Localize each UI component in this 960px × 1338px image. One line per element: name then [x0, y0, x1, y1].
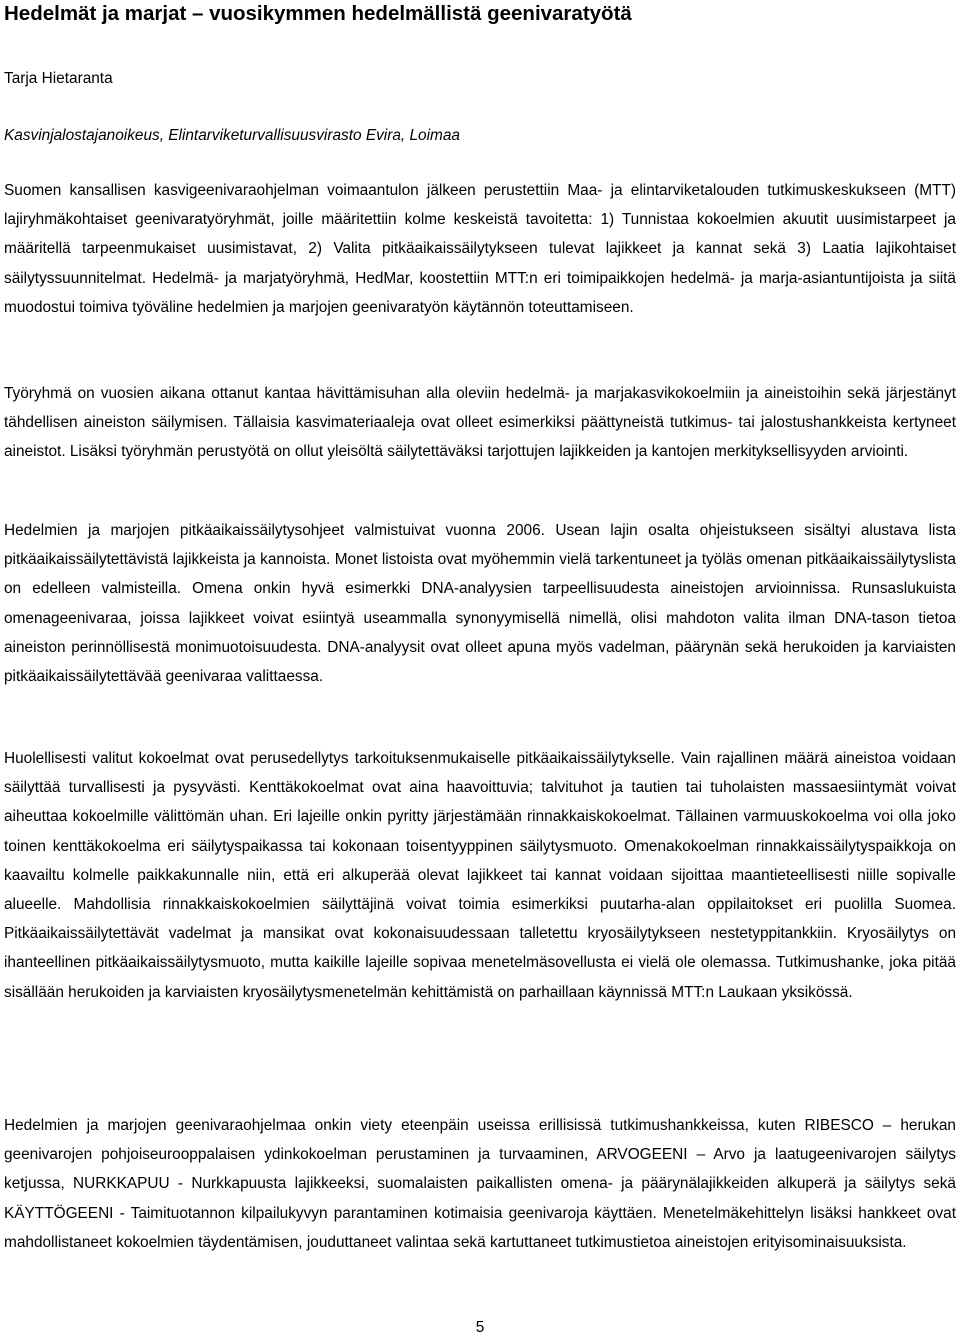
body-paragraph-5: Hedelmien ja marjojen geenivaraohjelmaa onkin viety eteenpäin useissa erillisissä tutkimushankkeissa, kuten RIBESCO – herukan geenivarojen pohjoiseurooppalaisen ydinkokoelman perustaminen ja turvaaminen, ARVOGEENI – Arvo ja laatugeenivarojen säilytys ketjussa, NURKKAPUU - Nurkkapuusta lajikkeeksi, suomalaisten paikallisten omena- ja päärynälajikkeiden alkuperä ja säilytys sekä KÄYTTÖGEENI - Taimituotannon kilpailukyvyn parantaminen kotimaisia geenivaroja käyttäen. Menetelmäkehittelyn lisäksi hankkeet ovat mahdollistaneet kokoelmien täydentämisen, jouduttaneet valintaa sekä kartuttaneet tutkimustietoa aineistojen erityisominaisuuksista.: [4, 1117, 956, 1251]
author-name: Tarja Hietaranta: [4, 70, 113, 87]
body-paragraph-4: Huolellisesti valitut kokoelmat ovat perusedellytys tarkoituksenmukaiselle pitkäaikaissäilytykselle. Vain rajallinen määrä aineistoa voidaan säilyttää turvallisesti ja pysyvästi. Kenttäkokoelmat ovat aina haavoittuvia; talvituhot ja tautien tai tuholaisten massaesiintymät voivat aiheuttaa kokoelmille välittömän uhan. Eri lajeille onkin pyritty järjestämään rinnakkaiskokoelmat. Tällainen varmuuskokoelma voi olla joko toinen kenttäkokoelma eri säilytyspaikassa tai kokonaan toisentyyppinen säilytysmuoto. Omenakokoelman rinnakkaissäilytyspaikkoja on kaavailtu kolmelle paikkakunnalle niin, että eri alkuperää olevat lajikkeet tai kannat voidaan sijoittaa maantieteellisesti niille sopivalle alueelle. Mahdollisia rinnakkaiskokoelmien säilyttäjinä voivat toimia esimerkiksi puutarha-alan oppilaitokset eri puolilla Suomea. Pitkäaikaissäilytettävät vadelmat ja mansikat ovat kokonaisuudessaan talletettu kryosäilytykseen nestetyppitankkiin. Kryosäilytys on ihanteellinen pitkäaikaissäilytysmuoto, mutta kaikille lajeille sopivaa menetelmäsovellusta ei vielä ole olemassa. Tutkimushanke, joka pitää sisällään herukoiden ja karviaisten kryosäilytysmenetelmän kehittämistä on parhaillaan käynnissä MTT:n Laukaan yksikössä.: [4, 750, 956, 1001]
author-affiliation: Kasvinjalostajanoikeus, Elintarviketurvallisuusvirasto Evira, Loimaa: [4, 127, 460, 144]
document-title: Hedelmät ja marjat – vuosikymmen hedelmällistä geenivaratyötä: [4, 2, 632, 25]
body-paragraph-2: Työryhmä on vuosien aikana ottanut kantaa hävittämisuhan alla oleviin hedelmä- ja marjakasvikokoelmiin ja aineistoihin sekä järjestänyt tähdellisen aineiston säilymisen. Tällaisia kasvimateriaaleja ovat olleet esimerkiksi päättyneistä tutkimus- tai jalostushankkeista kertyneet aineistot. Lisäksi työryhmän perustyötä on ollut yleisöltä säilytettäväksi tarjottujen lajikkeiden ja kantojen merkityksellisyyden arviointi.: [4, 385, 956, 461]
page-number: 5: [475, 1319, 485, 1336]
body-paragraph-1: Suomen kansallisen kasvigeenivaraohjelman voimaantulon jälkeen perustettiin Maa- ja elintarviketalouden tutkimuskeskukseen (MTT) lajiryhmäkohtaiset geenivaratyöryhmät, joille määritettiin kolme keskeistä tavoitetta: 1) Tunnistaa kokoelmien akuutit uusimistarpeet ja määritellä tarpeenmukaiset uusimistavat, 2) Valita pitkäaikaissäilytykseen tulevat lajikkeet ja kannat sekä 3) Laatia lajikohtaiset säilytyssuunnitelmat. Hedelmä- ja marjatyöryhmä, HedMar, koostettiin MTT:n eri toimipaikkojen hedelmä- ja marja-asiantuntijoista ja siitä muodostui toimiva työväline hedelmien ja marjojen geenivaratyön käytännön toteuttamiseen.: [4, 182, 956, 316]
body-paragraph-3: Hedelmien ja marjojen pitkäaikaissäilytysohjeet valmistuivat vuonna 2006. Usean lajin osalta ohjeistukseen sisältyi alustava lista pitkäaikaissäilytettävistä lajikkeista ja kannoista. Monet listoista ovat myöhemmin vielä tarkentuneet ja työläs omenan pitkäaikaissäilytyslista on edelleen valmisteilla. Omena onkin hyvä esimerkki DNA-analyysien tarpeellisuudesta aineistojen arvioinnissa. Runsaslukuista omenageenivaraa, joissa lajikkeet voivat esiintyä useammalla synonyymisellä nimellä, olisi mahdoton valita ilman DNA-tason tietoa aineiston perinnöllisestä monimuotoisuudesta. DNA-analyysit ovat olleet apuna myös vadelman, päärynän sekä herukoiden ja karviaisten pitkäaikaissäilytettävää geenivaraa valittaessa.: [4, 522, 956, 686]
